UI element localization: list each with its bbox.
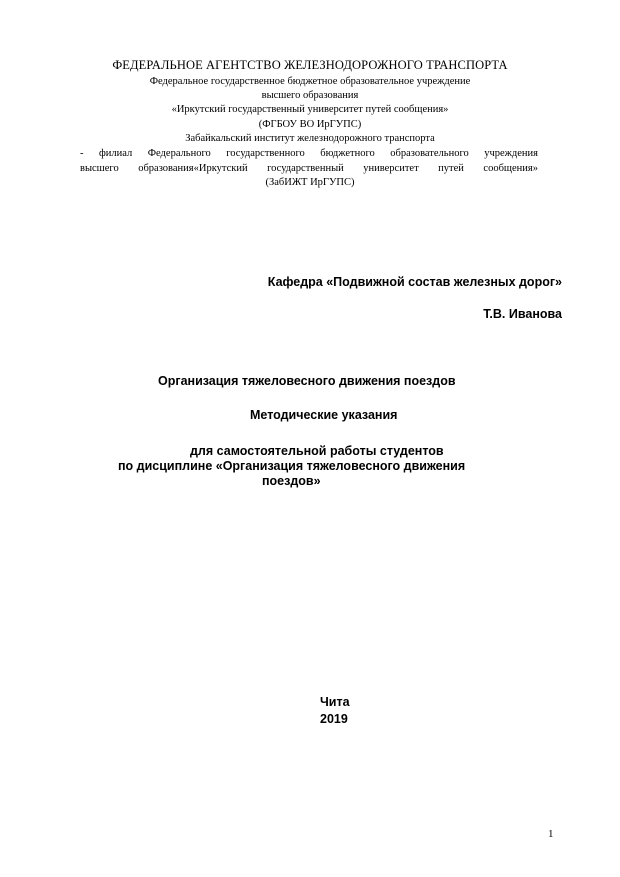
publication-city: Чита bbox=[320, 695, 350, 709]
page-number: 1 bbox=[548, 828, 554, 840]
author-name: Т.В. Иванова bbox=[483, 307, 562, 321]
purpose-line-1: для самостоятельной работы студентов bbox=[190, 444, 444, 458]
purpose-line-3: поездов» bbox=[262, 474, 321, 488]
agency-name: ФЕДЕРАЛЬНОЕ АГЕНТСТВО ЖЕЛЕЗНОДОРОЖНОГО ТРАНСПОРТА bbox=[112, 58, 508, 72]
institute-abbreviation: (ЗабИЖТ ИрГУПС) bbox=[265, 177, 355, 188]
purpose-line-2: по дисциплине «Организация тяжеловесного движения bbox=[118, 459, 466, 473]
department-name: Кафедра «Подвижной состав железных дорог» bbox=[267, 275, 562, 289]
branch-line-1: - филиал Федерального государственного бюджетного образовательного учреждения bbox=[80, 148, 538, 159]
document-subtitle: Методические указания bbox=[250, 408, 398, 422]
branch-line-2: высшего образования«Иркутский государственный университет путей сообщения» bbox=[80, 163, 538, 174]
publication-year: 2019 bbox=[320, 712, 348, 726]
university-name: «Иркутский государственный университет путей сообщения» bbox=[171, 104, 449, 115]
document-title: Организация тяжеловесного движения поездов bbox=[158, 374, 456, 388]
institute-name: Забайкальский институт железнодорожного транспорта bbox=[185, 133, 435, 144]
institution-line-1: Федеральное государственное бюджетное образовательное учреждение bbox=[149, 76, 471, 87]
institution-line-2: высшего образования bbox=[261, 90, 359, 101]
university-abbreviation: (ФГБОУ ВО ИрГУПС) bbox=[258, 119, 362, 130]
